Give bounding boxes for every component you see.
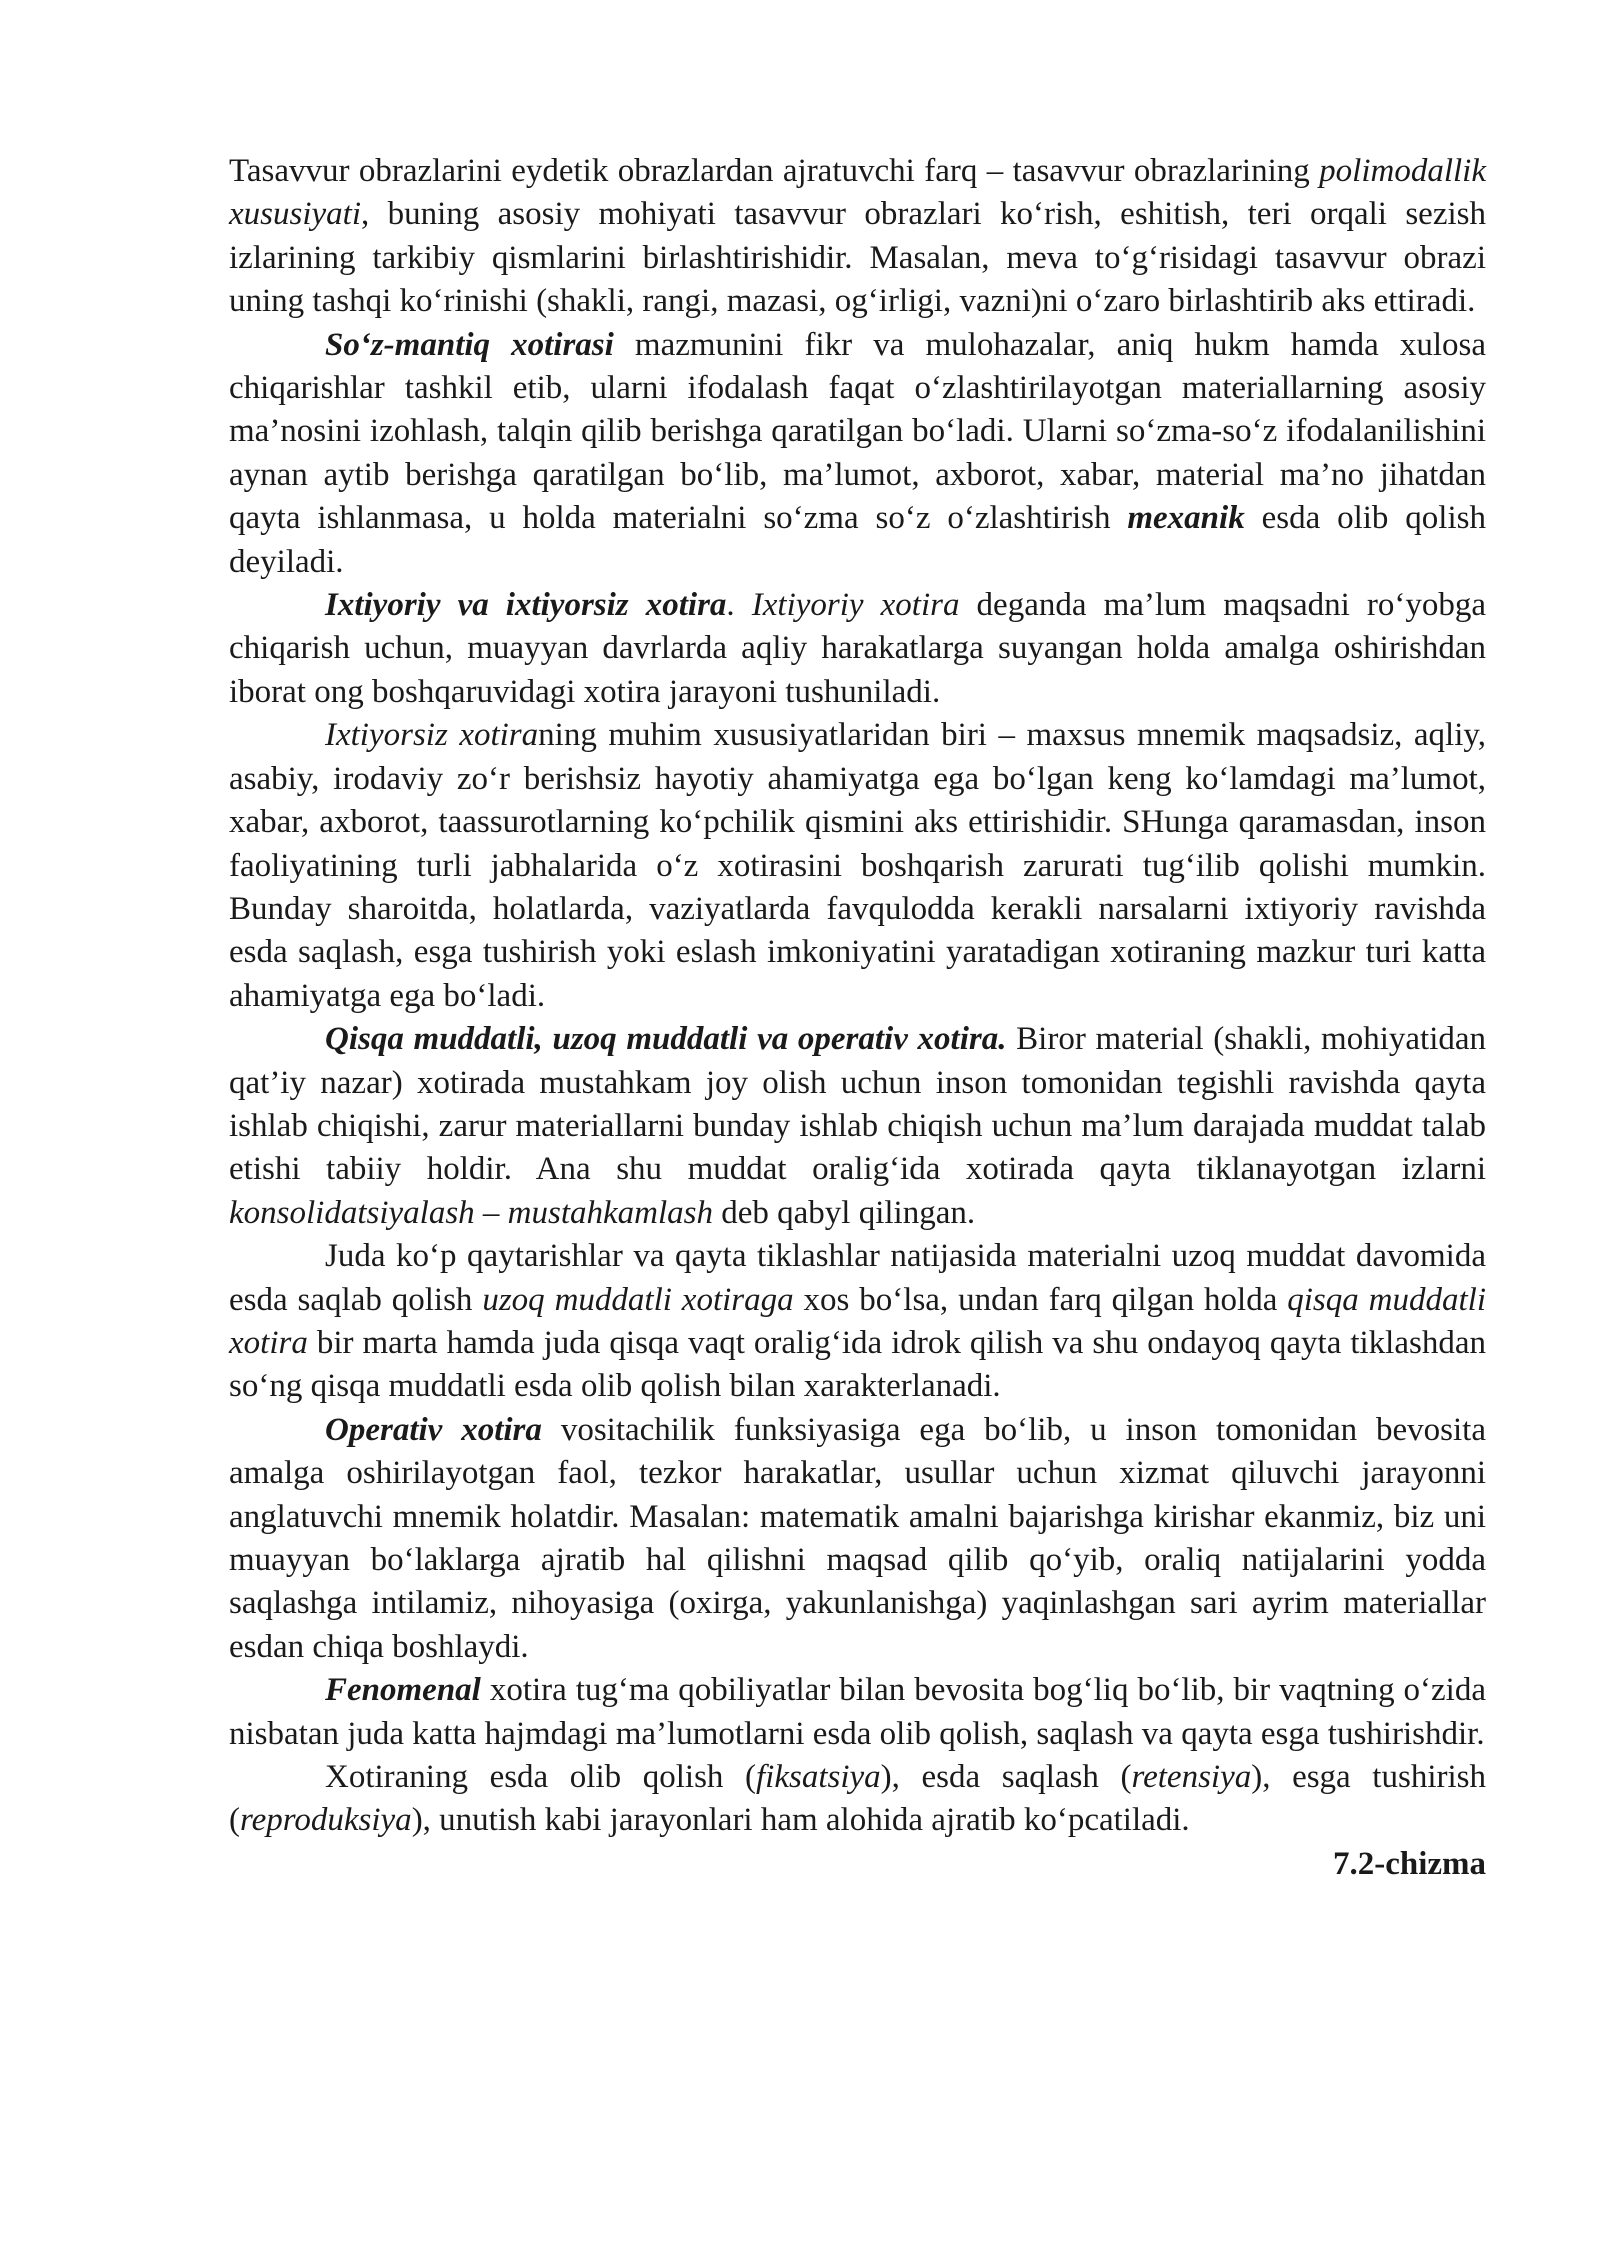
bold-italic-term: Qisqa muddatli, uzoq muddatli va operativ xotira. xyxy=(325,1021,1007,1058)
text-run: esda olib qolish deyiladi. xyxy=(229,500,1486,580)
text-run: . xyxy=(726,587,752,624)
italic-term: fiksatsiya xyxy=(756,1759,881,1796)
bold-italic-term: Fenomenal xyxy=(325,1672,481,1709)
text-run: Xotiraning esda olib qolish ( xyxy=(325,1759,757,1796)
text-run: xotira tug‘ma qobiliyatlar bilan bevosita bog‘liq bo‘lib, bir vaqtning o‘zida nisbatan juda katta hajmdagi ma’lumotlarni esda olib qolish, saqlash va qayta esga tushirishdir. xyxy=(229,1672,1486,1752)
italic-term: Ixtiyoriy xotira xyxy=(751,587,960,624)
text-run: mazmunini fikr va mulohazalar, aniq hukm hamda xulosa chiqarishlar tashkil etib, ularni ifodalash faqat o‘zlashtirilayotgan materiallarning asosiy ma’nosini izohlash, talqin qilib berishga qaratilgan bo‘ladi. Ularni so‘zma-so‘z ifodalanilishini aynan aytib berishga qaratilgan bo‘lib, ma’lumot, axborot, xabar, material ma’no jihatdan qayta ishlanmasa, u holda materialni so‘zma so‘z o‘zlashtirish xyxy=(229,326,1486,537)
text-run: ), esda saqlash ( xyxy=(880,1759,1132,1796)
italic-term: reproduksiya xyxy=(240,1802,412,1839)
paragraph xyxy=(229,1669,1486,1756)
text-run: deganda ma’lum maqsadni ro‘yobga chiqarish uchun, muayyan davrlarda aqliy harakatlarga suyangan holda amalga oshirishdan iborat ong boshqaruvidagi xotira jarayoni tushuniladi. xyxy=(229,587,1486,710)
bold-italic-term: Operativ xotira xyxy=(325,1411,542,1448)
text-run: ning muhim xususiyatlaridan biri – maxsus mnemik maqsadsiz, aqliy, asabiy, irodaviy zo‘r berishsiz hayotiy ahamiyatga ega bo‘lgan keng ko‘lamdagi ma’lumot, xabar, axborot, taassurotlarning ko‘pchilik qismini aks ettirishidir. SHunga qaramasdan, inson faoliyatining turli jabhalarida o‘z xotirasini boshqarish zarurati tug‘ilib qolishi mumkin. Bunday sharoitda, holatlarda, vaziyatlarda favqulodda kerakli narsalarni ixtiyoriy ravishda esda saqlash, esga tushirish yoki eslash imkoniyatini yaratadigan xotiraning mazkur turi katta ahamiyatga ega bo‘ladi. xyxy=(229,717,1486,1014)
italic-term: polimodallik xususiyati xyxy=(229,153,1486,233)
paragraph xyxy=(229,1235,1486,1409)
text-run: vositachilik funksiyasiga ega bo‘lib, u inson tomonidan bevosita amalga oshirilayotgan faol, tezkor harakatlar, usullar uchun xizmat qiluvchi jarayonni anglatuvchi mnemik holatdir. Masalan: matematik amalni bajarishga kirishar ekanmiz, biz uni muayyan bo‘laklarga ajratib hal qilishni maqsad qilib qo‘yib, oraliq natijalarini yodda saqlashga intilamiz, nihoyasiga (oxirga, yakunlanishga) yaqinlashgan sari ayrim materiallar esdan chiqa boshlaydi. xyxy=(229,1411,1487,1665)
text-run: , buning asosiy mohiyati tasavvur obrazlari ko‘rish, eshitish, teri orqali sezish izlarining tarkibiy qismlarini birlashtirishidir. Masalan, meva to‘g‘risidagi tasavvur obrazi uning tashqi ko‘rinishi (shakli, rangi, mazasi, og‘irligi, vazni)ni o‘zaro birlashtirib aks ettiradi. xyxy=(229,196,1486,320)
body-text xyxy=(229,150,1486,1843)
italic-term: uzoq muddatli xotiraga xyxy=(482,1281,794,1318)
paragraph xyxy=(229,150,1486,324)
text-run: Juda ko‘p qaytarishlar va qayta tiklashlar natijasida materialni uzoq muddat davomida esda saqlab qolish xyxy=(229,1238,1486,1318)
paragraph xyxy=(229,584,1486,714)
italic-term: Ixtiyorsiz xotira xyxy=(325,717,539,754)
italic-term: qisqa muddatli xotira xyxy=(229,1281,1486,1361)
text-run: ), unutish kabi jarayonlari ham alohida ajratib ko‘pcatiladi. xyxy=(411,1802,1190,1839)
bold-italic-term: mexanik xyxy=(1127,500,1245,537)
text-run: deb qabyl qilingan. xyxy=(713,1194,976,1231)
figure-caption: 7.2-chizma xyxy=(1332,1845,1486,1882)
text-run: xos bo‘lsa, undan farq qilgan holda xyxy=(793,1281,1288,1318)
bold-italic-term: So‘z-mantiq xotirasi xyxy=(325,326,614,363)
text-run: Tasavvur obrazlarini eydetik obrazlardan ajratuvchi farq – tasavvur obrazlarining xyxy=(229,153,1320,189)
text-run: Biror material (shakli, mohiyatidan qat’iy nazar) xotirada mustahkam joy olish uchun inson tomonidan tegishli ravishda qayta ishlab chiqishi, zarur materiallarni bunday ishlab chiqish uchun ma’lum darajada muddat talab etishi tabiiy holdir. Ana shu muddat oralig‘ida xotirada qayta tiklanayotgan izlarni xyxy=(229,1021,1487,1188)
bold-italic-term: Ixtiyoriy va ixtiyorsiz xotira xyxy=(325,587,727,624)
paragraph xyxy=(229,1018,1486,1235)
text-run: bir marta hamda juda qisqa vaqt oralig‘ida idrok qilish va shu ondayoq qayta tiklashdan so‘ng qisqa muddatli esda olib qolish bilan xarakterlanadi. xyxy=(229,1324,1486,1405)
document-page xyxy=(229,150,1486,1886)
paragraph xyxy=(229,1756,1486,1843)
italic-term: konsolidatsiyalash – mustahkamlash xyxy=(229,1194,713,1231)
italic-term: retensiya xyxy=(1131,1759,1252,1796)
paragraph xyxy=(229,324,1486,584)
text-run: ), esga tushirish ( xyxy=(229,1759,1486,1839)
paragraph xyxy=(229,1409,1486,1669)
paragraph xyxy=(229,714,1486,1018)
